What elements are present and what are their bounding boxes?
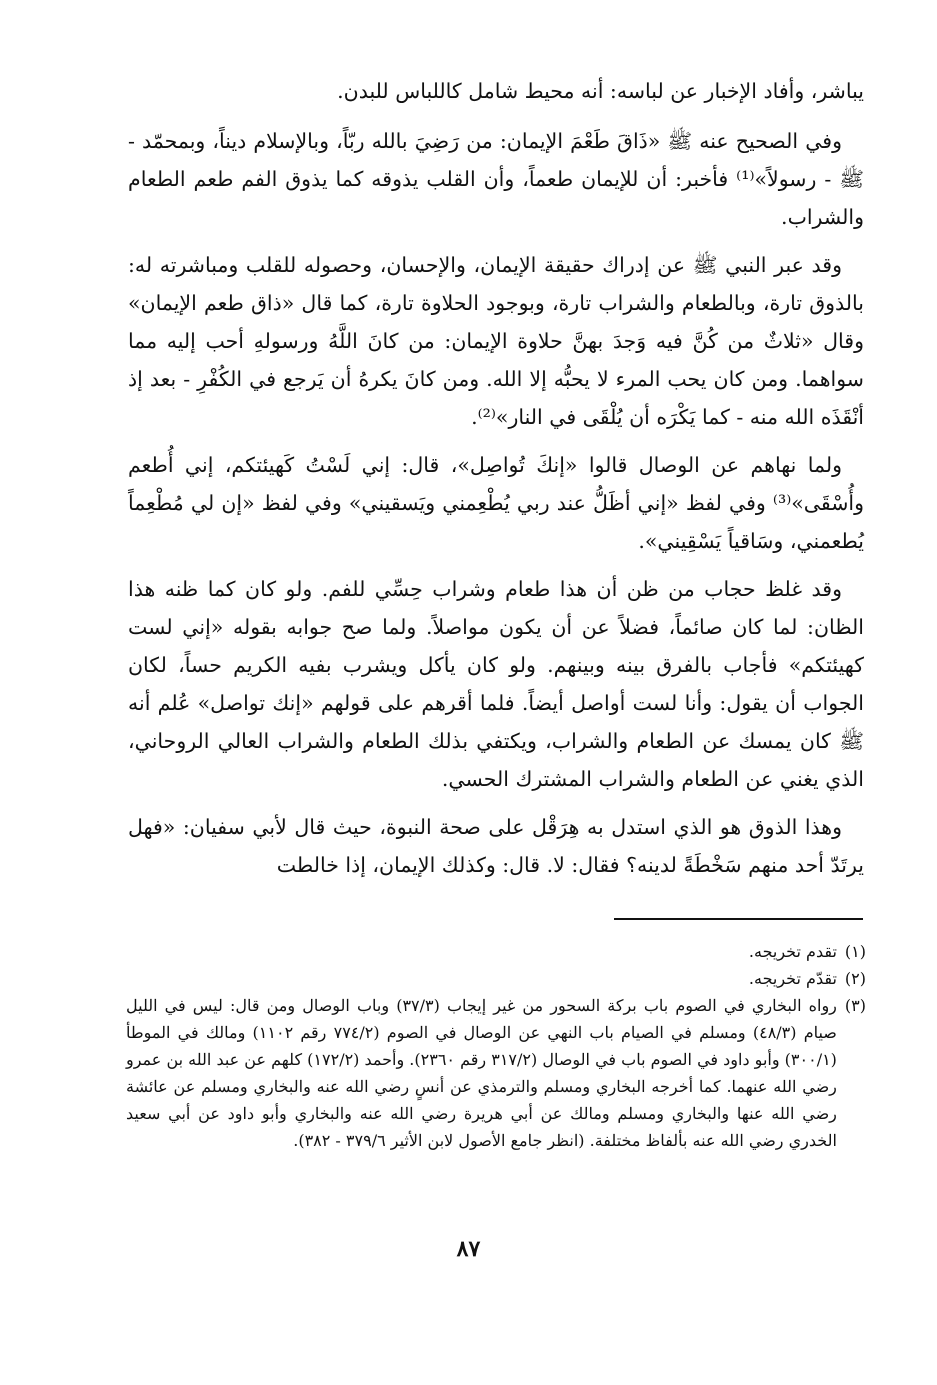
page-number: ٨٧ xyxy=(456,1236,481,1262)
footnote-3 xyxy=(126,992,866,1154)
footnote-number: (٢) xyxy=(844,969,866,988)
paragraph-3: وقد عبر النبي ﷺ عن إدراك حقيقة الإيمان، والإحسان، وحصوله للقلب ومباشرته له: بالذوق تارة، وبالطعام والشراب تارة، وبوجود الحلاوة تارة، كما قال «ذاق طعم الإيمان» وقال «ثلاثٌ من كُنَّ فيه وَجدَ بهنَّ حلاوة الإيمان: من كانَ اللَّهُ ورسولهِ أحب إليه مما سواهما. ومن كان يحب المرء لا يحبُّه إلا الله. ومن كانَ يكرهُ أن يَرجع في الكُفْرِ - بعد إذ أنْقَذَه الله منه - كما يَكْرَه أن يُلْقَى في النار»⁽²⁾. xyxy=(128,253,864,429)
paragraph-1: يباشر، وأفاد الإخبار عن لباسه: أنه محيط شامل كاللباس للبدن. xyxy=(337,79,864,103)
footnote-text: تقدّم تخريجه. xyxy=(748,969,837,988)
paragraph-4: ولما نهاهم عن الوصال قالوا «إنكَ تُواصِل»، قال: إني لَسْتُ كَهيئتكم، إني أُطعم وأُسْقَى»⁽³⁾ وفي لفظ «إني أظَلُّ عند ربي يُطْعِمني ويَسقيني» وفي لفظ «إن لي مُطْعِماً يُطعمني، وسَاقياً يَسْقِيني». xyxy=(128,453,864,553)
paragraph-6: وهذا الذوق هو الذي استدل به هِرَقْل على صحة النبوة، حيث قال لأبي سفيان: «فهل يرتَدّ أحد منهم سَخْطَةً لدينه؟ فقال: لا. قال: وكذلك الإيمان، إذا خالطت xyxy=(128,815,864,877)
footnotes xyxy=(126,938,866,1154)
footnote-text: رواه البخاري في الصوم باب بركة السحور من غير إيجاب (٣٧/٣) وباب الوصال ومن قال: ليس في الليل صيام (٤٨/٣) ومسلم في الصيام باب النهي عن الوصال في الصوم (٧٧٤/٢ رقم ١١٠٢) ومالك في الموطأ (٣٠٠/١) وأبو داود في الصوم باب في الوصال (٣١٧/٢ رقم ٢٣٦٠). وأحمد (١٧٢/٢) كلهم عن عبد الله بن عمرو رضي الله عنهما. كما أخرجه البخاري ومسلم والترمذي عن أنسٍ رضي الله عنه والبخاري ومسلم عن عائشة رضي الله عنها والبخاري ومسلم ومالك عن أبي هريرة رضي الله عنه والبخاري وأبو داود عن أبي سعيد الخدري رضي الله عنه بألفاظ مختلفة. (انظر جامع الأصول لابن الأثير ٣٧٩/٦ - ٣٨٢). xyxy=(126,996,837,1150)
paragraph-2: وفي الصحيح عنه ﷺ «ذَاقَ طَعْمَ الإيمان: من رَضِيَ بالله ربّاً، وبالإسلام ديناً، وبمحمّد - ﷺ - رسولاً»⁽¹⁾ فأخبر: أن للإيمان طعماً، وأن القلب يذوقه كما يذوق الفم طعم الطعام والشراب. xyxy=(128,129,864,229)
footnote-1 xyxy=(126,938,866,965)
footnote-text: تقدم تخريجه. xyxy=(748,942,837,961)
paragraph-5: وقد غلظ حجاب من ظن أن هذا طعام وشراب حِسِّي للفم. ولو كان كما ظنه هذا الظان: لما كان صائماً، فضلاً عن أن يكون مواصلاً. ولما صح جوابه بقوله «إني لست كهيئتكم» فأجاب بالفرق بينه وبينهم. ولو كان يأكل ويشرب بفيه الكريم حساً، لكان الجواب أن يقول: وأنا لست أواصل أيضاً. فلما أقرهم على قولهم «إنك تواصل» عُلم أنه ﷺ كان يمسك عن الطعام والشراب، ويكتفي بذلك الطعام والشراب العالي الروحاني، الذي يغني عن الطعام والشراب المشترك الحسي. xyxy=(128,577,864,791)
main-text xyxy=(128,72,864,894)
footnote-2 xyxy=(126,965,866,992)
footnote-number: (٣) xyxy=(844,996,866,1015)
footnote-number: (١) xyxy=(844,942,866,961)
footnote-separator xyxy=(614,918,863,920)
